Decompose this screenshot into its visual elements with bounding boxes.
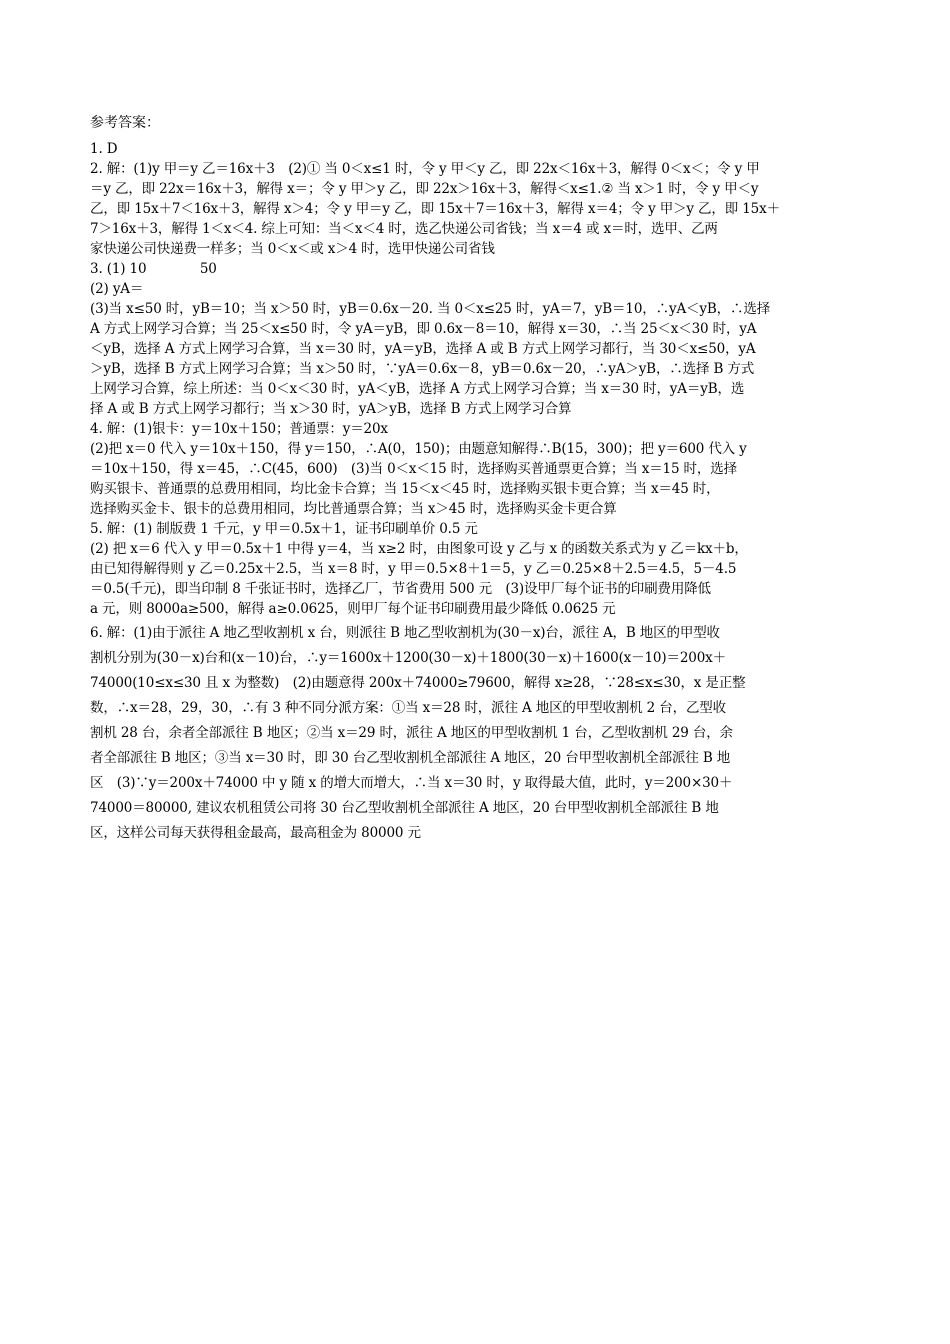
answer-line: 上网学习合算，综上所述：当 0＜x＜30 时，yA＜yB，选择 A 方式上网学习合算；当 x＝30 时，yA＝yB，选 (90, 381, 745, 397)
answer-5 (90, 519, 862, 619)
page-title: 参考答案： (90, 115, 160, 131)
answer-line: ＝y 乙，即 22x＝16x＋3，解得 x＝；令 y 甲＞y 乙，即 22x＞16x＋3，解得＜x≤1.② 当 x＞1 时，令 y 甲＜y (90, 181, 759, 197)
answer-line: ＝0.5(千元)，即当印制 8 千张证书时，选择乙厂，节省费用 500 元 (3)设甲厂每个证书的印刷费用降低 (90, 581, 711, 597)
answer-line: 割机 28 台，余者全部派往 B 地区；②当 x＝29 时，派往 A 地区的甲型收割机 1 台，乙型收割机 29 台，余 (90, 725, 733, 741)
answer-line: 6. 解：(1)由于派往 A 地乙型收割机 x 台，则派往 B 地乙型收割机为(30－x)台，派往 A，B 地区的甲型收 (90, 625, 720, 641)
answer-line: 区，这样公司每天获得租金最高，最高租金为 80000 元 (90, 825, 421, 841)
answer-line: (3)当 x≤50 时，yB＝10；当 x＞50 时，yB＝0.6x－20. 当 0＜x≤25 时，yA＝7，yB＝10，∴yA＜yB，∴选择 (90, 301, 771, 317)
answer-line: 5. 解：(1) 制版费 1 千元，y 甲＝0.5x＋1，证书印刷单价 0.5 元 (90, 521, 478, 537)
answer-1 (90, 139, 862, 159)
answer-line: 数，∴x＝28，29，30，∴有 3 种不同分派方案：①当 x＝28 时，派往 A 地区的甲型收割机 2 台，乙型收 (90, 700, 726, 716)
answer-line: 1. D (90, 141, 118, 157)
answer-line: 74000(10≤x≤30 且 x 为整数) (2)由题意得 200x＋74000≥79600，解得 x≥28，∵28≤x≤30，x 是正整 (90, 675, 746, 691)
answer-line: 区 (3)∵y＝200x＋74000 中 y 随 x 的增大而增大，∴当 x＝30 时，y 取得最大值，此时，y＝200×30＋ (90, 775, 733, 791)
answer-line: a 元，则 8000a≥500，解得 a≥0.0625，则甲厂每个证书印刷费用最少降低 0.0625 元 (90, 601, 616, 617)
answer-line: 购买银卡、普通票的总费用相同，均比金卡合算；当 15＜x＜45 时，选择购买银卡更合算；当 x＝45 时， (90, 481, 720, 497)
answer-line: 择 A 或 B 方式上网学习都行；当 x＞30 时，yA＞yB，选择 B 方式上网学习合算 (90, 401, 572, 417)
answer-line: 74000＝80000, 建议农机租赁公司将 30 台乙型收割机全部派往 A 地区，20 台甲型收割机全部派往 B 地 (90, 800, 719, 816)
answer-sheet (90, 113, 862, 846)
answer-line: 3. (1) 10 50 (90, 261, 217, 277)
answer-line: A 方式上网学习合算；当 25＜x≤50 时，令 yA＝yB，即 0.6x－8＝10，解得 x＝30，∴当 25＜x＜30 时，yA (90, 321, 757, 337)
answer-line: 割机分别为(30－x)台和(x－10)台，∴y＝1600x＋1200(30－x)＋1800(30－x)＋1600(x－10)＝200x＋ (90, 650, 726, 666)
answer-line: 家快递公司快递费一样多；当 0＜x＜或 x＞4 时，选甲快递公司省钱 (90, 241, 495, 257)
answer-6 (90, 621, 862, 846)
answer-4 (90, 419, 862, 519)
answer-line: (2) 把 x＝6 代入 y 甲＝0.5x＋1 中得 y＝4，当 x≥2 时，由图象可设 y 乙与 x 的函数关系式为 y 乙＝kx＋b， (90, 541, 748, 557)
answer-line: 者全部派往 B 地区；③当 x＝30 时，即 30 台乙型收割机全部派往 A 地区，20 台甲型收割机全部派往 B 地 (90, 750, 731, 766)
answer-line: (2)把 x＝0 代入 y＝10x＋150，得 y＝150，∴A(0，150)；由题意知解得∴B(15，300)；把 y＝600 代入 y (90, 441, 747, 457)
answer-line: 由已知得解得则 y 乙＝0.25x＋2.5，当 x＝8 时，y 甲＝0.5×8＋1＝5，y 乙＝0.25×8＋2.5＝4.5，5－4.5 (90, 561, 737, 577)
answer-line: ＜yB，选择 A 方式上网学习合算，当 x＝30 时，yA＝yB，选择 A 或 B 方式上网学习都行，当 30＜x≤50，yA (90, 341, 756, 357)
answer-line: 乙，即 15x＋7＜16x＋3，解得 x＞4；令 y 甲＝y 乙，即 15x＋7＝16x＋3，解得 x＝4；令 y 甲＞y 乙，即 15x＋ (90, 201, 780, 217)
answer-line: 选择购买金卡、银卡的总费用相同，均比普通票合算；当 x＞45 时，选择购买金卡更合算 (90, 501, 617, 517)
answer-line: ＞yB，选择 B 方式上网学习合算；当 x＞50 时，∵yA＝0.6x－8，yB＝0.6x－20，∴yA＞yB，∴选择 B 方式 (90, 361, 755, 377)
answer-line: 2. 解：(1)y 甲＝y 乙＝16x＋3 (2)① 当 0＜x≤1 时，令 y 甲＜y 乙，即 22x＜16x＋3，解得 0＜x＜；令 y 甲 (90, 161, 760, 177)
answer-line: 7＞16x＋3，解得 1＜x＜4. 综上可知：当＜x＜4 时，选乙快递公司省钱；当 x＝4 或 x＝时，选甲、乙两 (90, 221, 718, 237)
answer-line: (2) yA＝ (90, 281, 144, 297)
answer-line: ＝10x＋150，得 x＝45，∴C(45，600) (3)当 0＜x＜15 时，选择购买普通票更合算；当 x＝15 时，选择 (90, 461, 737, 477)
answer-line: 4. 解：(1)银卡：y＝10x＋150；普通票：y＝20x (90, 421, 388, 437)
answer-3 (90, 259, 862, 419)
answer-2 (90, 159, 862, 259)
